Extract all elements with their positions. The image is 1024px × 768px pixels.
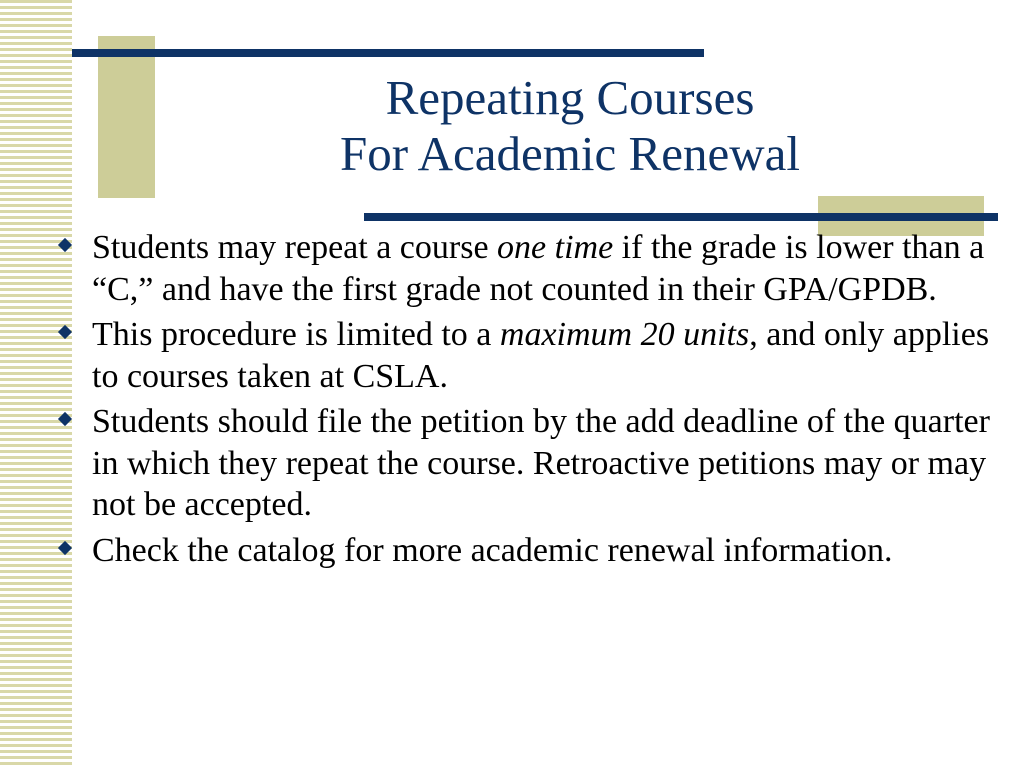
bullet-list xyxy=(55,227,995,575)
bullet-emphasis: maximum 20 units xyxy=(499,316,750,353)
bullet-text-part: , and only applies to courses taken at CSLA. xyxy=(92,316,990,395)
bullet-text xyxy=(92,316,989,395)
diamond-bullet-icon xyxy=(58,412,72,426)
title-line-2: For Academic Renewal xyxy=(340,126,800,181)
bullet-text-part: Students may repeat a course xyxy=(92,229,498,266)
bullet-emphasis: one time xyxy=(497,229,614,266)
bullet-text xyxy=(92,229,984,308)
diamond-bullet-icon xyxy=(58,238,72,252)
bullet-text xyxy=(92,532,893,569)
bullet-text-part: Check the catalog for more academic renewal information. xyxy=(92,531,893,569)
bullet-item xyxy=(55,530,995,572)
bullet-text-part: if the grade is lower than a “C,” and have the first grade not counted in their GPA/GPDB. xyxy=(92,229,985,308)
khaki-block-top xyxy=(98,36,155,198)
bullet-text-part: Students should file the petition by the add deadline of the quarter in which they repeat the course. Retroactive petitions may or may not be accepted. xyxy=(92,403,990,523)
title-line-1: Repeating Courses xyxy=(385,70,755,125)
navy-rule-bottom xyxy=(364,213,998,221)
navy-rule-top xyxy=(72,49,704,57)
bullet-item xyxy=(55,401,995,526)
bullet-item xyxy=(55,314,995,397)
bullet-text-part: This procedure is limited to a xyxy=(92,316,500,353)
slide-title xyxy=(160,70,980,182)
bullet-text xyxy=(92,403,990,523)
diamond-bullet-icon xyxy=(58,540,72,554)
bullet-item xyxy=(55,227,995,310)
diamond-bullet-icon xyxy=(58,325,72,339)
